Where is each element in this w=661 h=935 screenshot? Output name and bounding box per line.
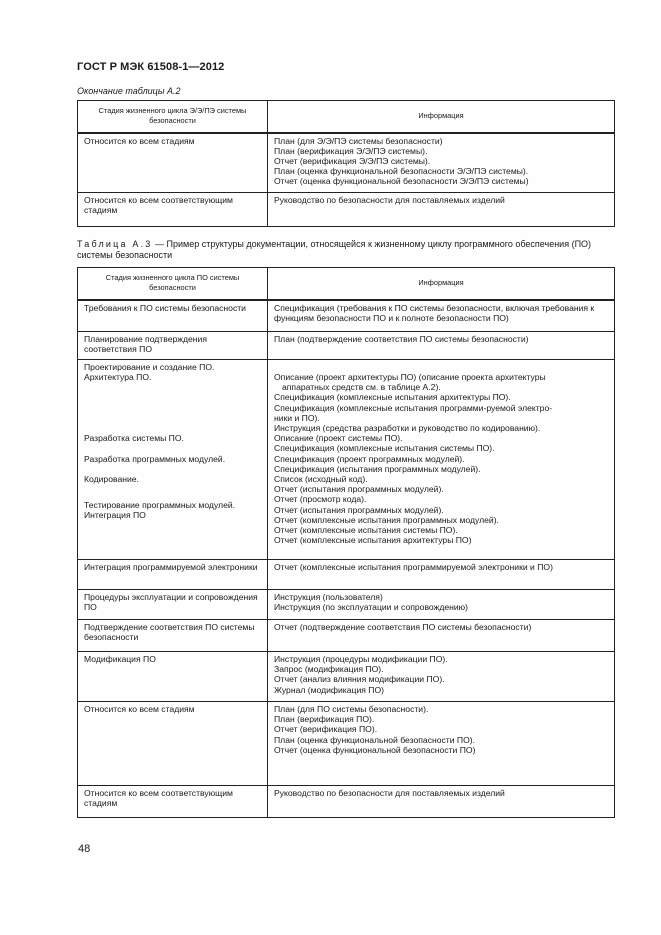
- info-cell: [268, 193, 615, 227]
- stage-cell: [78, 702, 268, 786]
- stage-line: Архитектура ПО.: [84, 372, 152, 383]
- info-line: Инструкция (по эксплуатации и сопровождению): [274, 602, 468, 613]
- table-a2-caption: Окончание таблицы А.2: [77, 86, 181, 96]
- stage-text: Подтверждение соответствия ПО системы безопасности: [84, 622, 255, 643]
- info-line: Отчет (испытания программных модулей).: [274, 484, 444, 495]
- stage-text: Относится ко всем соответствующим стадиям: [84, 195, 233, 216]
- info-line: аппаратных средств см. в таблице А.2).: [282, 382, 441, 393]
- info-line: Инструкция (средства разработки и руководство по кодированию).: [274, 423, 541, 434]
- info-text: Руководство по безопасности для поставляемых изделий: [274, 788, 505, 798]
- table-a2: [77, 100, 615, 227]
- info-line: План (верификация Э/Э/ПЭ системы).: [274, 145, 428, 156]
- table-a3-col-stage: Стадия жизненного цикла ПО системы безопасности: [78, 268, 268, 300]
- stage-text: Модификация ПО: [84, 654, 156, 664]
- info-line: Инструкция (процедуры модификации ПО).: [274, 654, 448, 664]
- info-line: Описание (проект системы ПО).: [274, 433, 403, 444]
- info-cell: [268, 652, 615, 702]
- info-cell: [268, 560, 615, 590]
- info-cell: [268, 133, 615, 193]
- stage-line: Проектирование и создание ПО.: [84, 362, 215, 372]
- info-line: Отчет (верификация Э/Э/ПЭ системы).: [274, 155, 431, 166]
- table-row: [78, 133, 615, 193]
- table-a3-title: — Пример структуры документации, относящейся к жизненному циклу программного обеспечения (ПО) системы безопасности: [77, 239, 592, 260]
- table-a2-header-row: [78, 101, 615, 133]
- stage-cell: [78, 560, 268, 590]
- info-line: Отчет (комплексные испытания системы ПО).: [274, 525, 458, 536]
- stage-text: Относится ко всем стадиям: [84, 704, 195, 714]
- stage-line: Интеграция ПО: [84, 510, 146, 521]
- info-line: Отчет (просмотр кода).: [274, 494, 367, 505]
- info-line: Спецификация (испытания программных модулей).: [274, 463, 481, 474]
- info-line: Спецификация (проект программных модулей).: [274, 453, 465, 464]
- stage-text: Относится ко всем стадиям: [84, 135, 195, 146]
- info-line: Спецификация (комплексные испытания программи-руемой электро-: [274, 402, 553, 413]
- table-a2-col-info: Информация: [268, 101, 615, 133]
- table-row: [78, 560, 615, 590]
- table-a3: [77, 267, 615, 818]
- table-row: [78, 360, 615, 560]
- table-row: [78, 652, 615, 702]
- stage-cell: [78, 652, 268, 702]
- stage-cell: [78, 193, 268, 227]
- info-line: План (для Э/Э/ПЭ системы безопасности): [274, 135, 443, 146]
- stage-cell: [78, 300, 268, 332]
- table-a3-caption: [77, 239, 617, 261]
- table-a3-col-info: Информация: [268, 268, 615, 300]
- info-line: Запрос (модификация ПО).: [274, 664, 384, 675]
- info-cell: [268, 620, 615, 652]
- info-line: Отчет (комплексные испытания архитектуры ПО): [274, 535, 472, 546]
- info-line: Спецификация (комплексные испытания системы ПО).: [274, 443, 495, 454]
- info-line: Описание (проект архитектуры ПО) (описание проекта архитектуры: [274, 372, 546, 382]
- page-number: 48: [78, 843, 91, 855]
- table-row: [78, 620, 615, 652]
- table-row: [78, 193, 615, 227]
- stage-line: Кодирование.: [84, 473, 139, 484]
- info-line: Отчет (анализ влияния модификации ПО).: [274, 674, 445, 685]
- info-line: ники и ПО).: [274, 412, 320, 423]
- info-cell: [268, 702, 615, 786]
- info-line: Журнал (модификация ПО): [274, 684, 385, 695]
- stage-text: Планирование подтверждения соответствия ПО: [84, 334, 208, 355]
- info-text: Отчет (комплексные испытания программируемой электроники и ПО): [274, 562, 553, 572]
- info-cell: [268, 360, 615, 560]
- document-header: ГОСТ Р МЭК 61508-1—2012: [77, 61, 225, 73]
- info-line: Отчет (испытания программных модулей).: [274, 504, 444, 515]
- info-line: Список (исходный код).: [274, 474, 368, 485]
- info-cell: [268, 300, 615, 332]
- stage-line: Разработка программных модулей.: [84, 453, 226, 464]
- stage-text: Требования к ПО системы безопасности: [84, 302, 246, 313]
- info-text: Отчет (подтверждение соответствия ПО системы безопасности): [274, 622, 532, 632]
- info-text: Спецификация (требования к ПО системы безопасности, включая требования к функциям безопасности ПО и к полноте безопасности ПО): [274, 302, 595, 323]
- info-cell: [268, 590, 615, 620]
- stage-cell: [78, 332, 268, 360]
- table-a2-col-stage: Стадия жизненного цикла Э/Э/ПЭ системы безопасности: [78, 101, 268, 133]
- info-line: Инструкция (пользователя): [274, 592, 383, 602]
- stage-cell: [78, 620, 268, 652]
- table-a3-label: Таблица А.3: [77, 239, 153, 249]
- info-line: Руководство по безопасности для поставляемых изделий: [274, 195, 505, 205]
- stage-text: Интеграция программируемой электроники: [84, 562, 258, 572]
- table-row: [78, 332, 615, 360]
- table-row: [78, 702, 615, 786]
- stage-cell: [78, 590, 268, 620]
- info-line: План (для ПО системы безопасности).: [274, 704, 429, 714]
- stage-text: Процедуры эксплуатации и сопровождения ПО: [84, 592, 258, 613]
- table-a3-header-row: [78, 268, 615, 300]
- info-cell: [268, 786, 615, 818]
- stage-cell: [78, 360, 268, 560]
- table-row: [78, 300, 615, 332]
- info-line: Отчет (комплексные испытания программных модулей).: [274, 514, 499, 525]
- info-line: Отчет (верификация ПО).: [274, 724, 378, 735]
- info-cell: [268, 332, 615, 360]
- info-line: Отчет (оценка функциональной безопасности Э/Э/ПЭ системы): [274, 176, 529, 187]
- info-text: План (подтверждение соответствия ПО системы безопасности): [274, 334, 529, 344]
- info-line: План (оценка функциональной безопасности Э/Э/ПЭ системы).: [274, 166, 529, 177]
- stage-line: Разработка системы ПО.: [84, 433, 184, 444]
- info-line: План (оценка функциональной безопасности ПО).: [274, 734, 476, 745]
- stage-line: Тестирование программных модулей.: [84, 500, 236, 511]
- table-row: [78, 786, 615, 818]
- info-line: План (верификация ПО).: [274, 714, 375, 725]
- table-row: [78, 590, 615, 620]
- info-line: Отчет (оценка функциональной безопасности ПО): [274, 744, 476, 755]
- info-line: Спецификация (комплексные испытания архитектуры ПО).: [274, 392, 511, 403]
- stage-text: Относится ко всем соответствующим стадиям: [84, 788, 233, 809]
- stage-cell: [78, 786, 268, 818]
- stage-cell: [78, 133, 268, 193]
